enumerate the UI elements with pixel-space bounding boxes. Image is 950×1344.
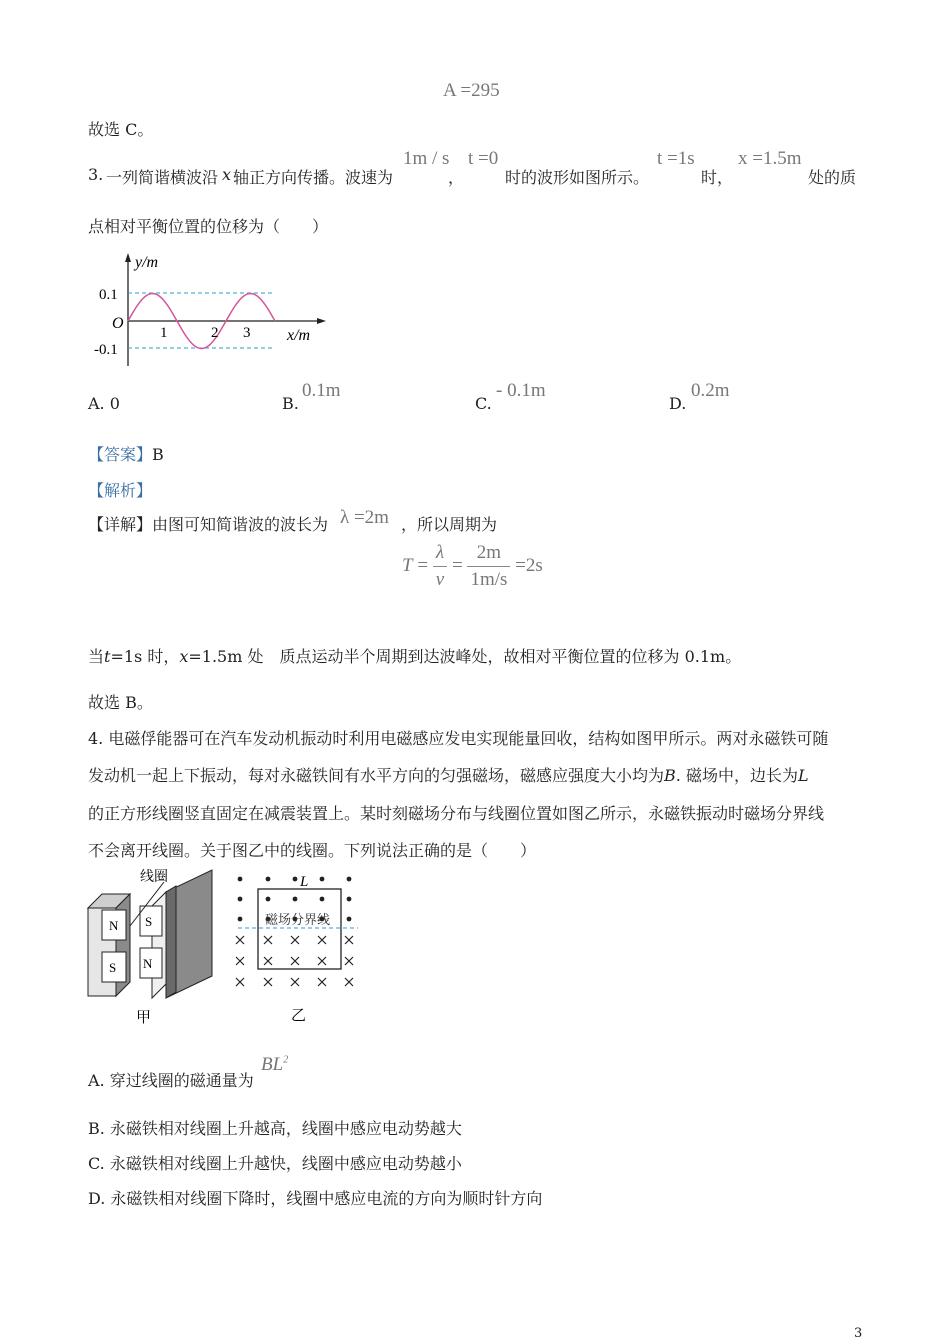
detail-text: 由图可知简谐波的波长为 bbox=[152, 515, 329, 534]
x-tick-3: 3 bbox=[243, 325, 251, 341]
question-number: 3. bbox=[88, 165, 104, 184]
q4-option-b: B. 永磁铁相对线圈上升越高，线圈中感应电动势越大 bbox=[88, 1119, 462, 1138]
field-cross bbox=[291, 957, 299, 965]
option-c-label: C. bbox=[475, 394, 492, 413]
field-dot bbox=[347, 897, 352, 902]
formula-eq: = bbox=[451, 554, 463, 576]
coil-label: 线圈 bbox=[140, 870, 168, 885]
caption-jia: 甲 bbox=[136, 1010, 152, 1026]
figure-yi bbox=[228, 866, 364, 1026]
question-3-line2: 点相对平衡位置的位移为（ ） bbox=[88, 217, 329, 236]
lambda-math: λ =2m bbox=[340, 507, 389, 528]
y-tick-bottom: -0.1 bbox=[94, 342, 118, 358]
q4-option-a: A. 穿过线圈的磁通量为 bbox=[88, 1071, 254, 1090]
field-dot bbox=[238, 917, 243, 922]
x-tick-1: 1 bbox=[160, 325, 168, 341]
y-tick-top: 0.1 bbox=[99, 287, 118, 303]
explanation-line: 当t=1s 时，x=1.5m 处 质点运动半个周期到达波峰处，故相对平衡位置的位移为 0.1m。 bbox=[88, 647, 742, 666]
figure-jia bbox=[86, 866, 216, 1026]
formula-lhs: T = bbox=[402, 554, 429, 576]
x-axis-arrow bbox=[317, 318, 326, 324]
field-cross bbox=[318, 957, 326, 965]
wave-graph bbox=[88, 248, 338, 373]
field-cross bbox=[318, 936, 326, 944]
field-dot bbox=[320, 897, 325, 902]
field-dot bbox=[320, 877, 325, 882]
answer-line bbox=[88, 442, 164, 465]
square-coil bbox=[258, 889, 341, 969]
origin-label: O bbox=[112, 315, 124, 332]
option-a: A. 0 bbox=[88, 394, 120, 413]
text: 处的质 bbox=[808, 168, 857, 187]
question-4-line3: 的正方形线圈竖直固定在减震装置上。某时刻磁场分布与线圈位置如图乙所示，永磁铁振动时磁场分界线 bbox=[88, 804, 825, 823]
magnet-label: S bbox=[145, 914, 153, 929]
var-x: x bbox=[222, 165, 232, 184]
field-crosses-in bbox=[236, 936, 353, 986]
field-dot bbox=[293, 877, 298, 882]
prev-equation: A =295 bbox=[443, 80, 500, 101]
q3-conclusion: 故选 B。 bbox=[88, 693, 153, 712]
q4-option-d: D. 永磁铁相对线圈下降时，线圈中感应电流的方向为顺时针方向 bbox=[88, 1189, 543, 1208]
boundary-label: 磁场分界线 bbox=[265, 912, 331, 927]
prev-conclusion: 故选 C。 bbox=[88, 120, 154, 139]
q4-option-c: C. 永磁铁相对线圈上升越快，线圈中感应电动势越小 bbox=[88, 1154, 462, 1173]
magnet-label: N bbox=[109, 918, 119, 933]
detail-text-2: ，所以周期为 bbox=[401, 515, 498, 534]
field-cross bbox=[264, 978, 272, 986]
field-dot bbox=[266, 877, 271, 882]
field-cross bbox=[318, 978, 326, 986]
field-cross bbox=[264, 936, 272, 944]
field-cross bbox=[345, 957, 353, 965]
text: 轴正方向传播。波速为 bbox=[233, 168, 394, 187]
comma: ， bbox=[448, 168, 465, 187]
magnet-label: S bbox=[109, 960, 117, 975]
formula-rhs: =2s bbox=[515, 554, 543, 576]
field-cross bbox=[345, 936, 353, 944]
answer-tag: 【答案】 bbox=[88, 445, 153, 464]
text: 时， bbox=[701, 168, 734, 187]
field-cross bbox=[236, 957, 244, 965]
t1-math: t =1s bbox=[657, 148, 695, 169]
speed-math: 1m / s bbox=[403, 148, 450, 169]
t0-math: t =0 bbox=[468, 148, 499, 169]
text: 时的波形如图所示。 bbox=[505, 168, 650, 187]
x1-math: x =1.5m bbox=[738, 148, 802, 169]
detail-tag: 【详解】 bbox=[88, 515, 153, 534]
field-dot bbox=[347, 877, 352, 882]
option-b-value: 0.1m bbox=[302, 380, 341, 401]
field-cross bbox=[236, 978, 244, 986]
field-cross bbox=[345, 978, 353, 986]
field-dot bbox=[347, 917, 352, 922]
fraction-values: $\frac{2m}{1m/s}$ bbox=[467, 540, 510, 593]
field-dot bbox=[238, 897, 243, 902]
x-tick-2: 2 bbox=[211, 325, 219, 341]
detail-line bbox=[88, 506, 868, 540]
caption-yi: 乙 bbox=[291, 1008, 307, 1024]
field-dot bbox=[293, 897, 298, 902]
magnet-label: N bbox=[143, 956, 153, 971]
option-b-label: B. bbox=[282, 394, 299, 413]
question-4-line4: 不会离开线圈。关于图乙中的线圈。下列说法正确的是（ ） bbox=[88, 841, 537, 860]
option-c-value: - 0.1m bbox=[496, 380, 546, 401]
text: 一列简谐横波沿 bbox=[106, 168, 219, 187]
question-3-line1 bbox=[88, 148, 868, 188]
field-dot bbox=[238, 877, 243, 882]
field-cross bbox=[264, 957, 272, 965]
y-axis-label: y/m bbox=[135, 254, 159, 271]
question-4-line2: 发动机一起上下振动，每对永磁铁间有水平方向的匀强磁场，磁感应强度大小均为B. 磁场中，边长为L bbox=[88, 766, 809, 785]
field-dot bbox=[266, 897, 271, 902]
q4-option-a-math: $BL^2$ bbox=[261, 1054, 289, 1075]
page-number: 3 bbox=[854, 1326, 863, 1341]
question-4-line1: 4. 电磁俘能器可在汽车发动机振动时利用电磁感应发电实现能量回收，结构如图甲所示。两对永磁铁可随 bbox=[88, 729, 829, 748]
analysis-tag: 【解析】 bbox=[88, 481, 153, 500]
field-cross bbox=[236, 936, 244, 944]
field-cross bbox=[291, 978, 299, 986]
field-cross bbox=[291, 936, 299, 944]
fraction-lambda-v: $\frac{\lambda}{v}$ bbox=[433, 540, 447, 593]
answer-value: B bbox=[152, 445, 164, 464]
option-d-value: 0.2m bbox=[691, 380, 730, 401]
right-plate-edge bbox=[166, 886, 176, 998]
side-length-label: L bbox=[300, 874, 309, 890]
option-d-label: D. bbox=[669, 394, 687, 413]
period-formula bbox=[402, 540, 543, 593]
x-axis-label: x/m bbox=[287, 327, 311, 344]
y-axis-arrow bbox=[125, 253, 131, 262]
